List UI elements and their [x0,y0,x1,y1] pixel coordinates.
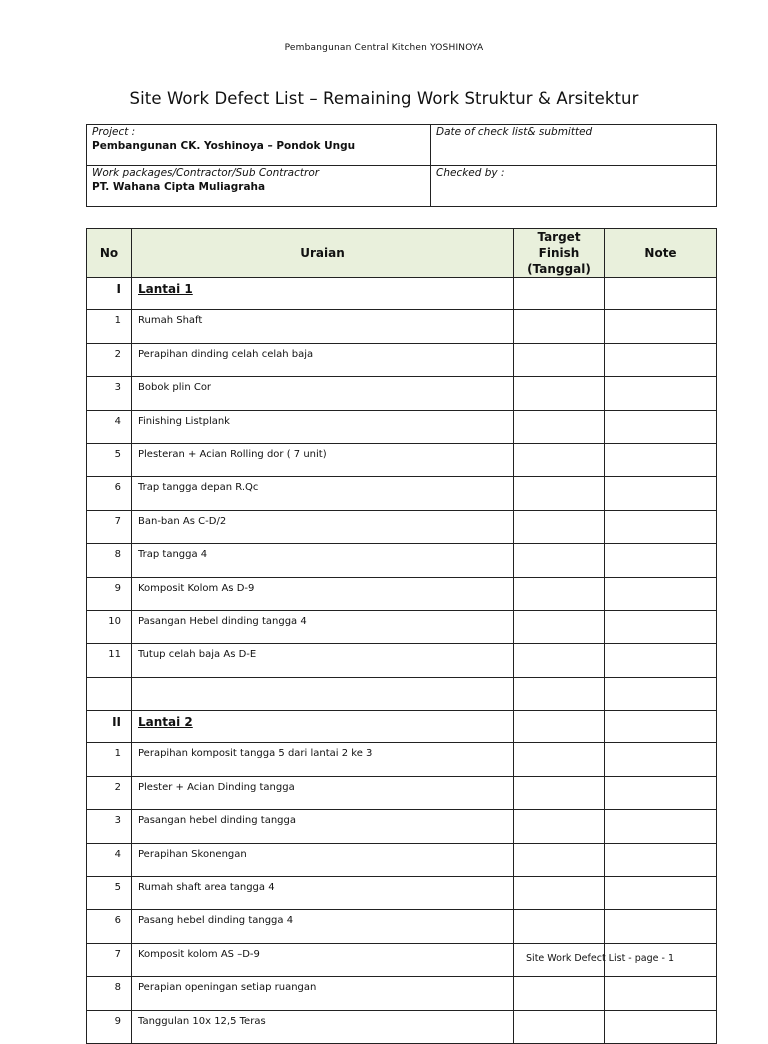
note-cell [605,510,717,543]
note-cell [605,610,717,643]
row-number: 7 [87,943,132,976]
note-cell [605,410,717,443]
row-number: 5 [87,443,132,476]
row-number: 8 [87,977,132,1010]
target-finish-cell [514,310,605,343]
row-number: 8 [87,544,132,577]
target-finish-cell [514,1010,605,1043]
row-number: 4 [87,843,132,876]
section-row [87,711,717,743]
row-description: Pasang hebel dinding tangga 4 [132,910,514,943]
table-row [87,610,717,643]
table-row [87,377,717,410]
row-number: 2 [87,343,132,376]
section-title: Lantai 2 [132,711,514,743]
table-row [87,510,717,543]
target-finish-cell [514,610,605,643]
target-finish-cell [514,644,605,677]
note-cell [605,743,717,776]
work-package-value: PT. Wahana Cipta Muliagraha [92,181,266,193]
row-description: Finishing Listplank [132,410,514,443]
target-finish-cell [514,377,605,410]
table-row [87,410,717,443]
work-package-cell [87,166,431,207]
row-description: Pasangan Hebel dinding tangga 4 [132,610,514,643]
target-finish-cell [514,843,605,876]
note-cell [605,977,717,1010]
target-finish-cell [514,343,605,376]
row-number: 6 [87,477,132,510]
note-cell [605,377,717,410]
row-description: Plester + Acian Dinding tangga [132,776,514,809]
note-cell [605,544,717,577]
header-target-finish [514,229,605,278]
note-cell [605,677,717,710]
row-description: Komposit Kolom As D-9 [132,577,514,610]
section-row [87,278,717,310]
target-finish-cell [514,743,605,776]
note-cell [605,477,717,510]
row-number: 5 [87,877,132,910]
row-number: II [87,711,132,743]
row-description: Pasangan hebel dinding tangga [132,810,514,843]
row-description: Perapihan dinding celah celah baja [132,343,514,376]
table-row [87,443,717,476]
target-finish-cell [514,677,605,710]
table-row [87,644,717,677]
row-number: 2 [87,776,132,809]
note-cell [605,877,717,910]
row-number: I [87,278,132,310]
date-label: Date of check list& submitted [436,126,593,138]
table-row [87,843,717,876]
row-number: 3 [87,377,132,410]
row-number: 7 [87,510,132,543]
table-row [87,877,717,910]
row-description: Perapian openingan setiap ruangan [132,977,514,1010]
table-row [87,310,717,343]
row-number: 1 [87,743,132,776]
note-cell [605,910,717,943]
table-row [87,776,717,809]
target-finish-cell [514,577,605,610]
target-finish-cell [514,977,605,1010]
note-cell [605,776,717,809]
row-description: Trap tangga depan R.Qc [132,477,514,510]
table-header-row [87,229,717,278]
checked-by-cell [431,166,717,207]
row-description: Tanggulan 10x 12,5 Teras [132,1010,514,1043]
section-title: Lantai 1 [132,278,514,310]
table-row [87,477,717,510]
note-cell [605,278,717,310]
document-title: Site Work Defect List – Remaining Work Struktur & Arsitektur [129,89,639,108]
project-cell [87,125,431,166]
row-number: 6 [87,910,132,943]
row-number: 11 [87,644,132,677]
row-number: 9 [87,1010,132,1043]
row-description: Perapihan Skonengan [132,843,514,876]
row-description: Rumah shaft area tangga 4 [132,877,514,910]
note-cell [605,310,717,343]
document-header: Pembangunan Central Kitchen YOSHINOYA [284,43,484,53]
header-uraian: Uraian [132,229,514,278]
table-row [87,577,717,610]
table-row [87,910,717,943]
work-package-label: Work packages/Contractor/Sub Contractror [92,167,320,179]
row-description: Bobok plin Cor [132,377,514,410]
row-description: Trap tangga 4 [132,544,514,577]
note-cell [605,343,717,376]
row-number: 1 [87,310,132,343]
note-cell [605,843,717,876]
row-description: Ban-ban As C-D/2 [132,510,514,543]
target-finish-cell [514,910,605,943]
note-cell [605,644,717,677]
project-info-table [86,124,717,207]
note-cell [605,810,717,843]
row-description: Komposit kolom AS –D-9 [132,943,514,976]
note-cell [605,1010,717,1043]
table-row [87,544,717,577]
table-row [87,677,717,710]
table-row [87,343,717,376]
table-row [87,810,717,843]
target-finish-cell [514,776,605,809]
page-footer: Site Work Defect List - page - 1 [526,953,674,964]
row-description: Rumah Shaft [132,310,514,343]
note-cell [605,577,717,610]
row-description: Perapihan komposit tangga 5 dari lantai 2 ke 3 [132,743,514,776]
row-number: 9 [87,577,132,610]
defect-rows [87,278,717,1044]
project-label: Project : [92,126,136,138]
header-target-line1: Target [537,230,581,244]
target-finish-cell [514,443,605,476]
defect-list-table [86,228,717,1044]
checked-by-label: Checked by : [436,167,505,179]
target-finish-cell [514,410,605,443]
header-no: No [87,229,132,278]
project-value: Pembangunan CK. Yoshinoya – Pondok Ungu [92,140,356,152]
target-finish-cell [514,510,605,543]
row-description: Tutup celah baja As D-E [132,644,514,677]
target-finish-cell [514,477,605,510]
target-finish-cell [514,544,605,577]
row-number: 4 [87,410,132,443]
target-finish-cell [514,711,605,743]
date-cell [431,125,717,166]
row-description: Plesteran + Acian Rolling dor ( 7 unit) [132,443,514,476]
header-target-line2: Finish [538,246,580,260]
row-description [132,677,514,710]
row-number [87,677,132,710]
row-number: 3 [87,810,132,843]
table-row [87,1010,717,1043]
table-row [87,977,717,1010]
target-finish-cell [514,877,605,910]
row-number: 10 [87,610,132,643]
table-row [87,743,717,776]
note-cell [605,443,717,476]
note-cell [605,711,717,743]
target-finish-cell [514,278,605,310]
header-note: Note [605,229,717,278]
header-target-line3: (Tanggal) [527,262,591,276]
target-finish-cell [514,810,605,843]
